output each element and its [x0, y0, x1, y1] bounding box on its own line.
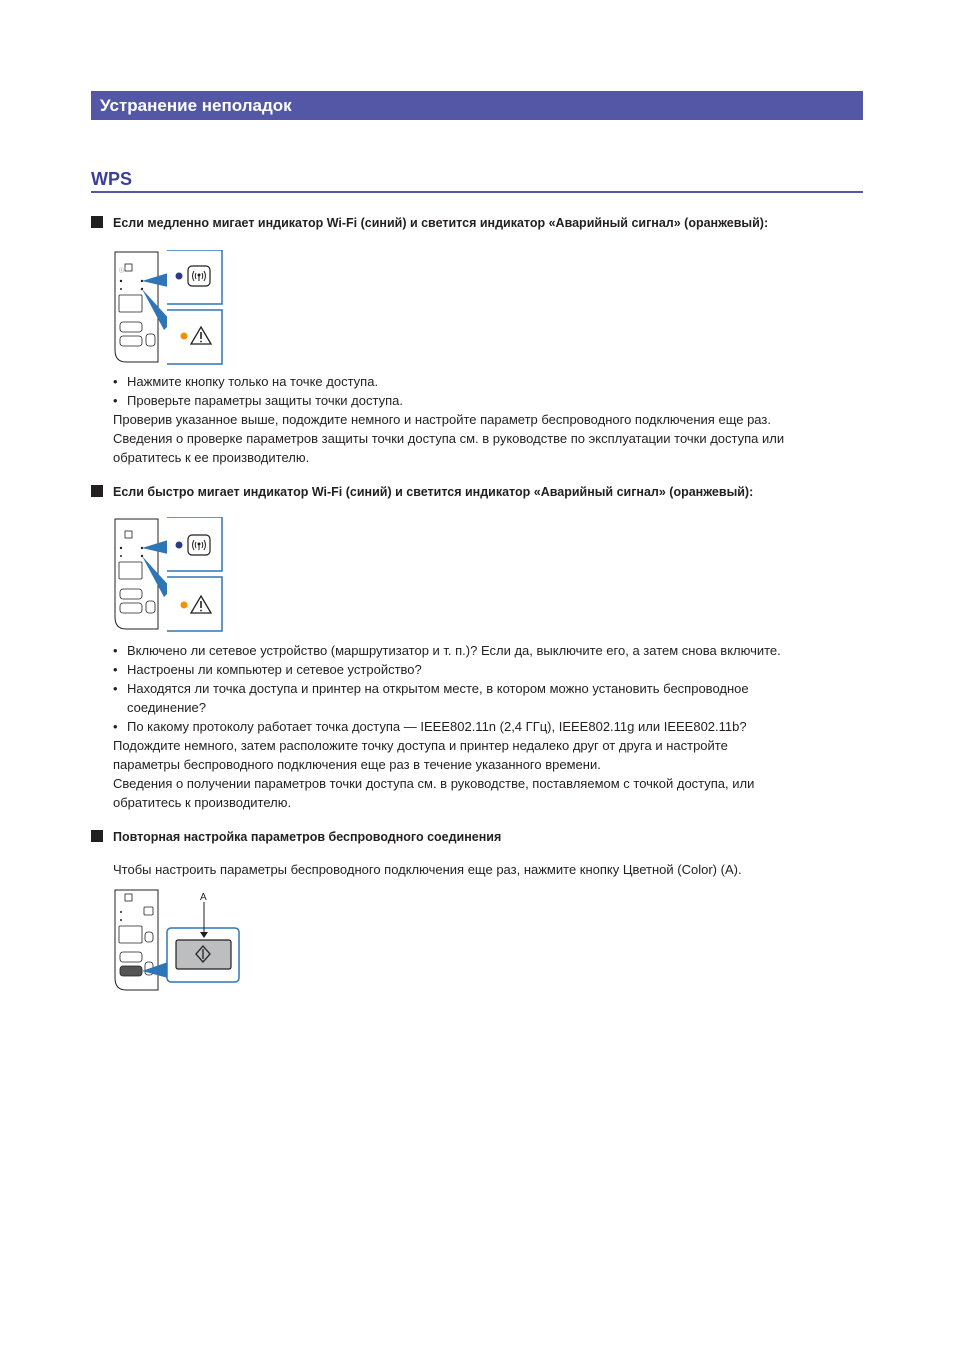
section3-heading: Повторная настройка параметров беспроводного соединения [91, 829, 501, 845]
paragraph: Проверив указанное выше, подождите немного и настройте параметр беспроводного подключения еще раз. [113, 412, 771, 427]
paragraph: Подождите немного, затем расположите точку доступа и принтер недалеко друг от друга и настройте [113, 738, 728, 753]
paragraph: Чтобы настроить параметры беспроводного подключения еще раз, нажмите кнопку Цветной (Color) (A). [113, 862, 742, 877]
paragraph: обратитесь к производителю. [113, 795, 292, 810]
section1-heading: Если медленно мигает индикатор Wi-Fi (синий) и светится индикатор «Аварийный сигнал» (оранжевый): [91, 215, 768, 231]
list-item: • По какому протоколу работает точка доступа — IEEE802.11n (2,4 ГГц), IEEE802.11g или IEEE802.11b? [113, 717, 873, 736]
section2-body [113, 641, 873, 812]
chapter-banner [91, 91, 863, 120]
list-item: • Нажмите кнопку только на точке доступа. [113, 372, 873, 391]
callout-label: A [200, 892, 207, 903]
paragraph: Сведения о получении параметров точки доступа см. в руководстве, поставляемом с точкой доступа, или [113, 776, 755, 791]
list-item: • Проверьте параметры защиты точки доступа. [113, 391, 873, 410]
paragraph: Сведения о проверке параметров защиты точки доступа см. в руководстве по эксплуатации точки доступа или [113, 431, 785, 446]
section3-body [113, 860, 873, 879]
section-divider [91, 191, 863, 193]
panel-illustration-fast-blink [112, 517, 227, 633]
section2-heading: Если быстро мигает индикатор Wi-Fi (синий) и светится индикатор «Аварийный сигнал» (оранжевый): [91, 484, 753, 500]
list-item: • Настроены ли компьютер и сетевое устройство? [113, 660, 873, 679]
section1-body [113, 372, 873, 467]
paragraph: обратитесь к ее производителю. [113, 450, 310, 465]
heading-bullet-square [91, 485, 103, 497]
svg-text:ⓘ: ⓘ [119, 268, 125, 274]
list-item: • Включено ли сетевое устройство (маршрутизатор и т. п.)? Если да, выключите его, а затем снова включите. [113, 641, 873, 660]
heading-bullet-square [91, 216, 103, 228]
list-item: • Находятся ли точка доступа и принтер на открытом месте, в котором можно установить беспроводное [113, 679, 873, 698]
list-item-continuation: соединение? [127, 700, 206, 715]
panel-illustration-slow-blink [112, 250, 227, 366]
paragraph: параметры беспроводного подключения еще раз в течение указанного времени. [113, 757, 601, 772]
panel-illustration-color-button [112, 888, 244, 994]
section-title: WPS [91, 169, 133, 189]
heading-bullet-square [91, 830, 103, 842]
chapter-title: Устранение неполадок [100, 96, 292, 115]
